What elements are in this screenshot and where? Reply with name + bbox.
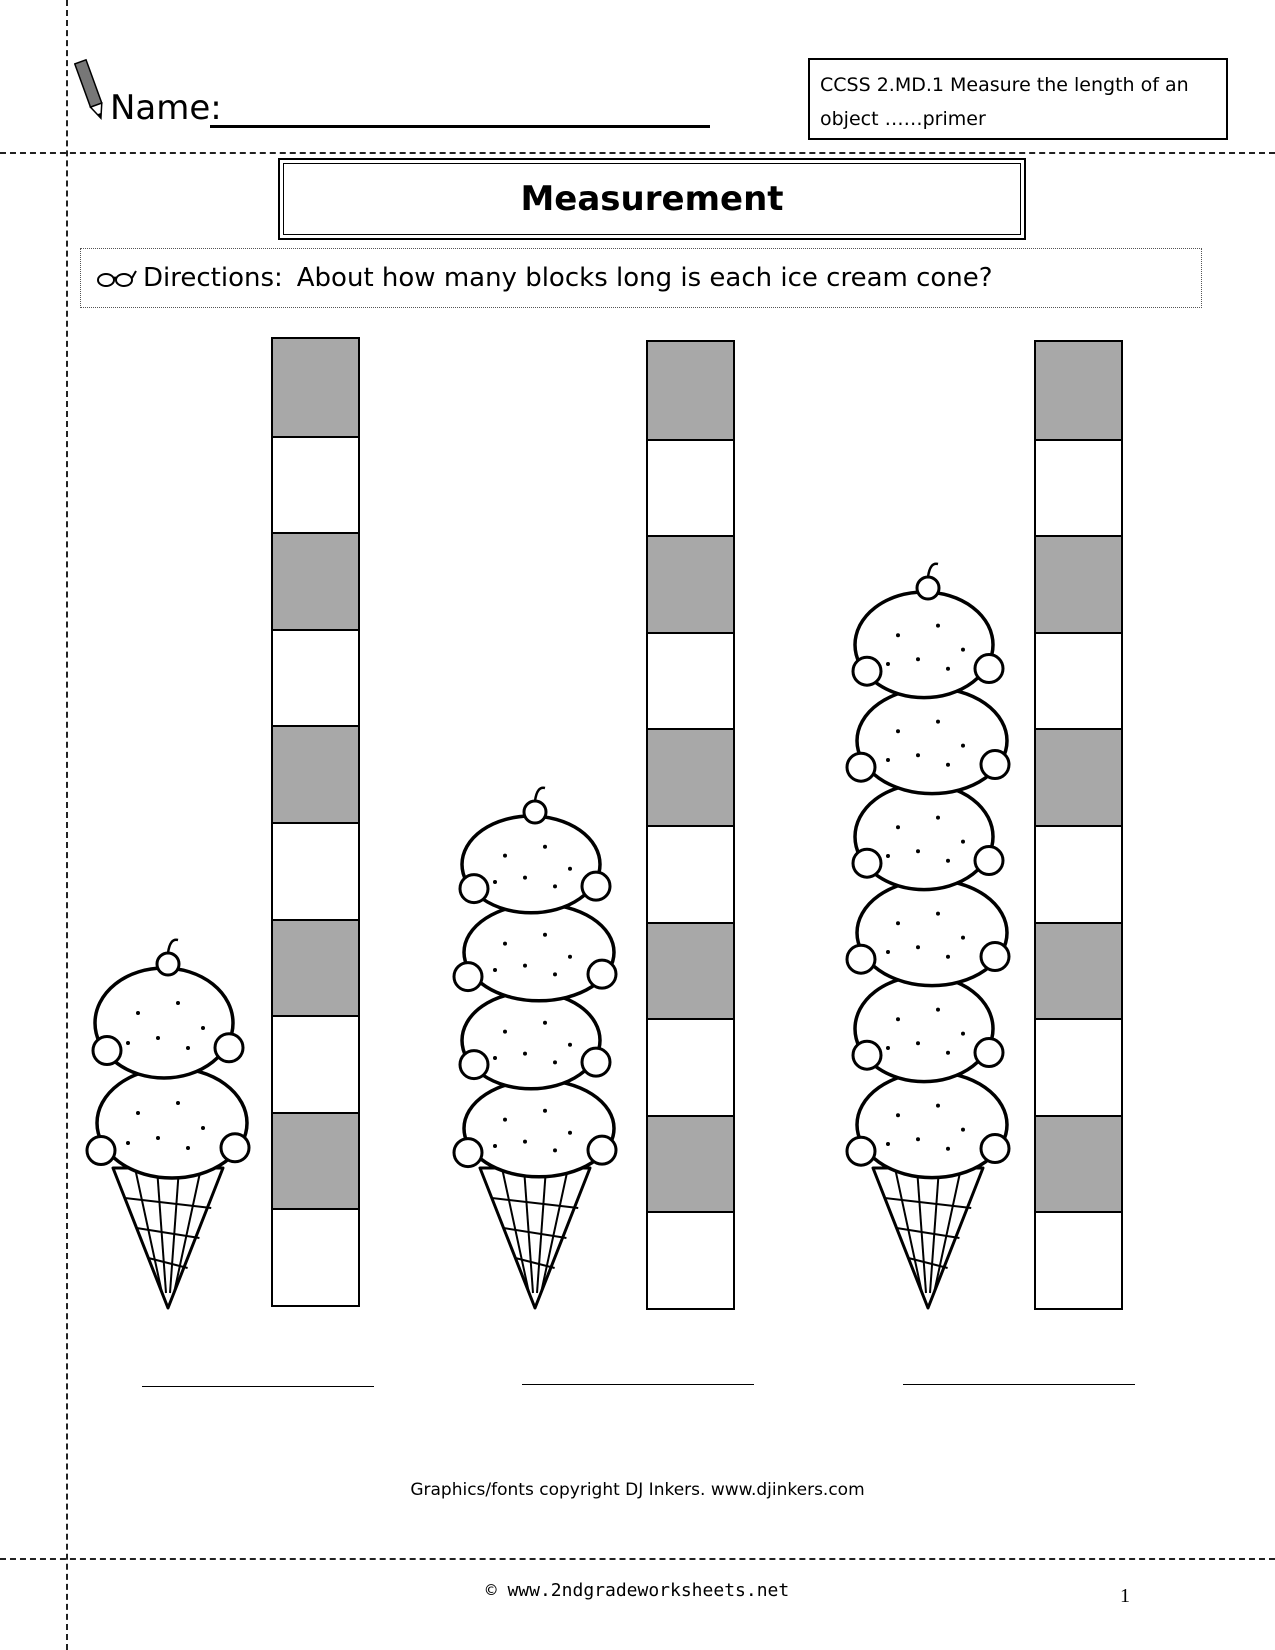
sprinkle	[543, 1109, 547, 1113]
scoop-bump	[975, 847, 1003, 875]
standard-text: CCSS 2.MD.1 Measure the length of an object ……primer	[820, 74, 1189, 130]
answer-line-2[interactable]	[522, 1384, 754, 1385]
scoop-icon	[857, 1072, 1007, 1178]
sprinkle	[136, 1111, 140, 1115]
directions-text: About how many blocks long is each ice cream cone?	[296, 263, 993, 293]
sprinkle	[201, 1126, 205, 1130]
sprinkle	[936, 1008, 940, 1012]
strip-block	[648, 535, 733, 632]
strip-block	[273, 1112, 358, 1209]
sprinkle	[176, 1001, 180, 1005]
sprinkle	[186, 1046, 190, 1050]
sprinkle	[568, 1043, 572, 1047]
strip-block	[648, 825, 733, 922]
sprinkle	[916, 753, 920, 757]
sprinkle	[201, 1026, 205, 1030]
scoop-bump	[454, 963, 482, 991]
strip-block	[648, 922, 733, 1019]
cherry-stem	[535, 788, 545, 801]
cherry-icon	[157, 953, 179, 975]
strip-block	[648, 1211, 733, 1308]
strip-block	[648, 1115, 733, 1212]
scoop-bump	[87, 1137, 115, 1165]
sprinkle	[886, 854, 890, 858]
sprinkle	[568, 1131, 572, 1135]
strip-block	[1036, 728, 1121, 825]
cherry-stem	[928, 564, 938, 577]
scoop-bump	[582, 1048, 610, 1076]
sprinkle	[493, 880, 497, 884]
strip-block	[648, 342, 733, 439]
sprinkle	[936, 816, 940, 820]
sprinkle	[186, 1146, 190, 1150]
strip-block	[1036, 825, 1121, 922]
cone-icon	[480, 1168, 590, 1308]
strip-block	[273, 436, 358, 533]
sprinkle	[886, 758, 890, 762]
strip-block	[273, 1015, 358, 1112]
scoop-bump	[847, 1137, 875, 1165]
strip-block	[1036, 1115, 1121, 1212]
strip-block	[648, 728, 733, 825]
sprinkle	[156, 1136, 160, 1140]
scoop-bump	[215, 1034, 243, 1062]
strip-block	[648, 632, 733, 729]
scoop-bump	[588, 1136, 616, 1164]
sprinkle	[176, 1101, 180, 1105]
sprinkle	[946, 955, 950, 959]
sprinkle	[156, 1036, 160, 1040]
scoop-bump	[847, 753, 875, 781]
answer-line-1[interactable]	[142, 1386, 374, 1387]
sprinkle	[961, 936, 965, 940]
scoop-bump	[981, 943, 1009, 971]
strip-block	[648, 439, 733, 536]
sprinkle	[946, 1051, 950, 1055]
sprinkle	[553, 884, 557, 888]
measure-strip-3	[1034, 340, 1123, 1310]
sprinkle	[126, 1141, 130, 1145]
sprinkle	[916, 1041, 920, 1045]
strip-block	[273, 629, 358, 726]
scoop-icon	[857, 688, 1007, 794]
sprinkle	[946, 859, 950, 863]
directions-label: Directions:	[143, 263, 283, 293]
strip-block	[1036, 439, 1121, 536]
measure-strip-2	[646, 340, 735, 1310]
sprinkle	[896, 1017, 900, 1021]
sprinkle	[553, 1148, 557, 1152]
sprinkle	[493, 968, 497, 972]
scoop-icon	[464, 904, 614, 1001]
strip-block	[273, 919, 358, 1016]
footer-url: © www.2ndgradeworksheets.net	[485, 1580, 790, 1601]
sprinkle	[961, 1128, 965, 1132]
sprinkle	[896, 1113, 900, 1117]
sprinkle	[886, 1142, 890, 1146]
scoop-bump	[582, 872, 610, 900]
scoop-bump	[975, 1039, 1003, 1067]
strip-block	[648, 1018, 733, 1115]
sprinkle	[568, 955, 572, 959]
scoop-icon	[97, 1068, 247, 1178]
sprinkle	[946, 1147, 950, 1151]
strip-block	[273, 1208, 358, 1305]
sprinkle	[553, 1060, 557, 1064]
measure-strip-1	[271, 337, 360, 1307]
sprinkle	[896, 921, 900, 925]
sprinkle	[936, 720, 940, 724]
strip-block	[1036, 342, 1121, 439]
sprinkle	[503, 1118, 507, 1122]
sprinkle	[503, 1030, 507, 1034]
scoop-bump	[454, 1139, 482, 1167]
sprinkle	[523, 964, 527, 968]
strip-block	[1036, 632, 1121, 729]
scoop-icon	[857, 880, 1007, 986]
sprinkle	[896, 729, 900, 733]
strip-block	[1036, 922, 1121, 1019]
scoop-bump	[975, 655, 1003, 683]
sprinkle	[553, 972, 557, 976]
cherry-icon	[524, 801, 546, 823]
sprinkle	[936, 624, 940, 628]
strip-block	[1036, 535, 1121, 632]
scoop-bump	[93, 1037, 121, 1065]
sprinkle	[568, 867, 572, 871]
cone-icon	[873, 1168, 983, 1308]
sprinkle	[961, 744, 965, 748]
sprinkle	[886, 950, 890, 954]
page-title: Measurement	[283, 163, 1021, 235]
strip-block	[1036, 1211, 1121, 1308]
sprinkle	[543, 845, 547, 849]
sprinkle	[493, 1144, 497, 1148]
sprinkle	[916, 945, 920, 949]
sprinkle	[896, 825, 900, 829]
strip-block	[273, 532, 358, 629]
strip-block	[273, 725, 358, 822]
scoop-bump	[853, 1041, 881, 1069]
sprinkle	[543, 933, 547, 937]
sprinkle	[503, 942, 507, 946]
strip-block	[273, 339, 358, 436]
scoop-bump	[847, 945, 875, 973]
sprinkle	[523, 1140, 527, 1144]
sprinkle	[136, 1011, 140, 1015]
cherry-icon	[917, 577, 939, 599]
page-number: 1	[1120, 1585, 1130, 1607]
sprinkle	[543, 1021, 547, 1025]
sprinkle	[886, 1046, 890, 1050]
sprinkle	[916, 849, 920, 853]
sprinkle	[936, 912, 940, 916]
sprinkle	[946, 667, 950, 671]
sprinkle	[961, 840, 965, 844]
scoop-bump	[853, 849, 881, 877]
sprinkle	[886, 662, 890, 666]
sprinkle	[916, 1137, 920, 1141]
sprinkle	[523, 1052, 527, 1056]
sprinkle	[503, 854, 507, 858]
scoop-icon	[464, 1080, 614, 1177]
scoop-bump	[460, 1051, 488, 1079]
scoop-bump	[981, 751, 1009, 779]
copyright-credit: Graphics/fonts copyright DJ Inkers. www.djinkers.com	[410, 1480, 865, 1500]
scoop-bump	[588, 960, 616, 988]
name-label: Name:	[110, 88, 222, 128]
sprinkle	[126, 1041, 130, 1045]
answer-line-3[interactable]	[903, 1384, 1135, 1385]
strip-block	[1036, 1018, 1121, 1115]
sprinkle	[493, 1056, 497, 1060]
scoop-bump	[981, 1135, 1009, 1163]
sprinkle	[936, 1104, 940, 1108]
cherry-stem	[168, 940, 178, 953]
sprinkle	[523, 876, 527, 880]
strip-block	[273, 822, 358, 919]
scoop-bump	[853, 657, 881, 685]
sprinkle	[961, 1032, 965, 1036]
sprinkle	[961, 648, 965, 652]
sprinkle	[946, 763, 950, 767]
cone-icon	[113, 1168, 223, 1308]
scoop-bump	[221, 1134, 249, 1162]
sprinkle	[916, 657, 920, 661]
scoop-bump	[460, 875, 488, 903]
sprinkle	[896, 633, 900, 637]
